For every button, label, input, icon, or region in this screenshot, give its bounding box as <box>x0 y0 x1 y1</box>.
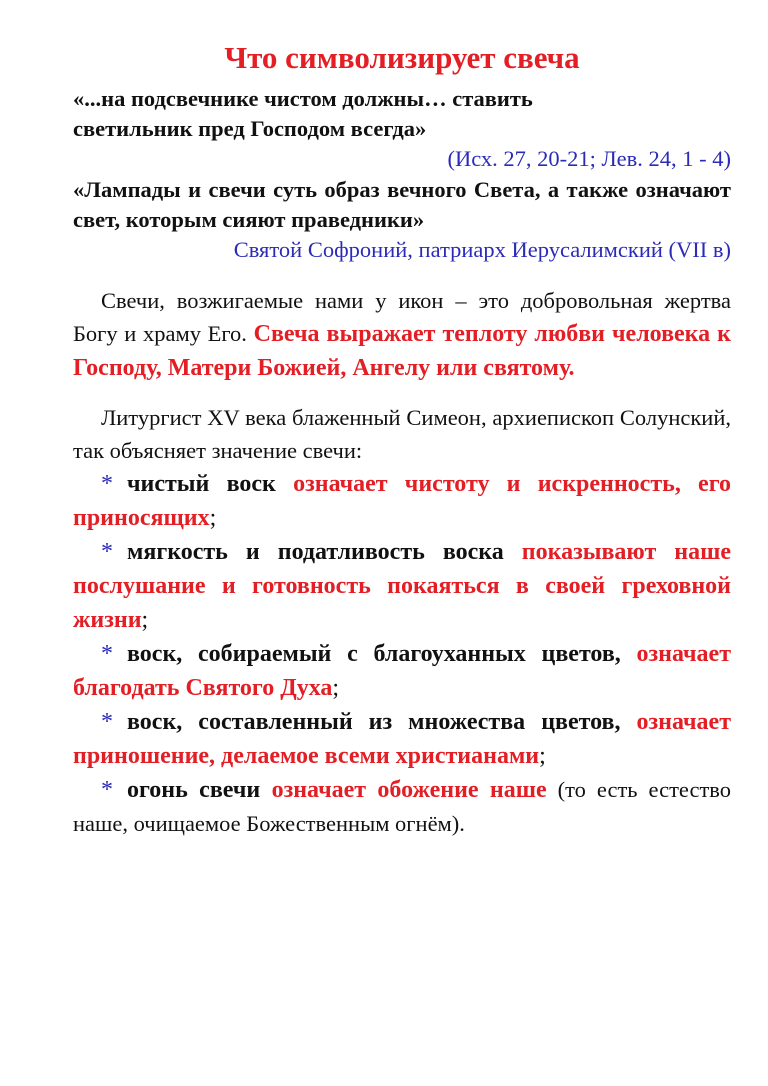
paragraph-symeon: Литургист XV века блаженный Симеон, архиепископ Солунский, так объясняет значение свечи: <box>73 405 731 463</box>
quote-exodus <box>73 84 731 174</box>
paragraph-candles-plain: Свечи, возжигаемые нами у икон – это добровольная жертва Богу и храму Его. <box>73 288 731 346</box>
symbol-list <box>73 467 731 841</box>
bullet-star-icon: * <box>101 539 113 565</box>
list-item-tail: ; <box>539 743 546 769</box>
bullet-star-icon: * <box>101 777 113 803</box>
paragraph-candles <box>73 284 731 385</box>
quote-exodus-line-1: «...на подсвечнике чистом должны… ставить <box>73 86 533 111</box>
list-item <box>73 773 731 841</box>
list-item-meaning: показывают наше послушание и готовность покаяться в своей греховной жизни <box>73 539 731 633</box>
list-item-meaning: означает приношение, делаемое всеми христианами <box>73 709 731 769</box>
page-title: Что символизирует свеча <box>224 40 580 75</box>
bullet-star-icon: * <box>101 709 113 735</box>
list-item-meaning: означает обожение наше <box>271 777 547 803</box>
quote-sophronius-text: «Лампады и свечи суть образ вечного Света, а также означают свет, которым сияют праведники» <box>73 177 731 232</box>
quote-exodus-line-2: светильник пред Господом всегда» <box>73 116 427 141</box>
list-item-tail: ; <box>332 675 340 701</box>
document-page <box>73 38 731 841</box>
paragraph-candles-highlight: Свеча выражает теплоту любви человека к Господу, Матери Божией, Ангелу или святому. <box>73 321 732 381</box>
list-item-tail: (то есть естество наше, очищаемое Божественным огнём). <box>73 777 731 836</box>
quote-sophronius <box>73 175 731 265</box>
list-item-tail: ; <box>141 607 149 633</box>
spacer <box>73 385 731 401</box>
bullet-star-icon: * <box>101 641 113 667</box>
bullet-star-icon: * <box>101 471 113 497</box>
list-item-term: воск, собираемый с благоуханных цветов, <box>127 641 637 667</box>
quote-sophronius-source: Святой Софроний, патриарх Иерусалимский (VII в) <box>233 237 731 262</box>
list-item-meaning: означает чистоту и искренность, его приносящих <box>73 471 731 531</box>
list-item <box>73 467 731 535</box>
list-item-tail: ; <box>209 505 217 531</box>
list-item <box>73 637 731 705</box>
list-item <box>73 705 731 773</box>
list-item-term: чистый воск <box>127 471 294 497</box>
list-item-meaning: означает благодать Святого Духа <box>73 641 731 701</box>
list-item-term: воск, составленный из множества цветов, <box>127 709 637 735</box>
list-item-term: огонь свечи <box>127 777 272 803</box>
list-item-term: мягкость и податливость воска <box>127 539 522 565</box>
spacer <box>73 266 731 284</box>
list-item <box>73 535 731 637</box>
quote-exodus-source: (Исх. 27, 20-21; Лев. 24, 1 - 4) <box>447 146 731 171</box>
